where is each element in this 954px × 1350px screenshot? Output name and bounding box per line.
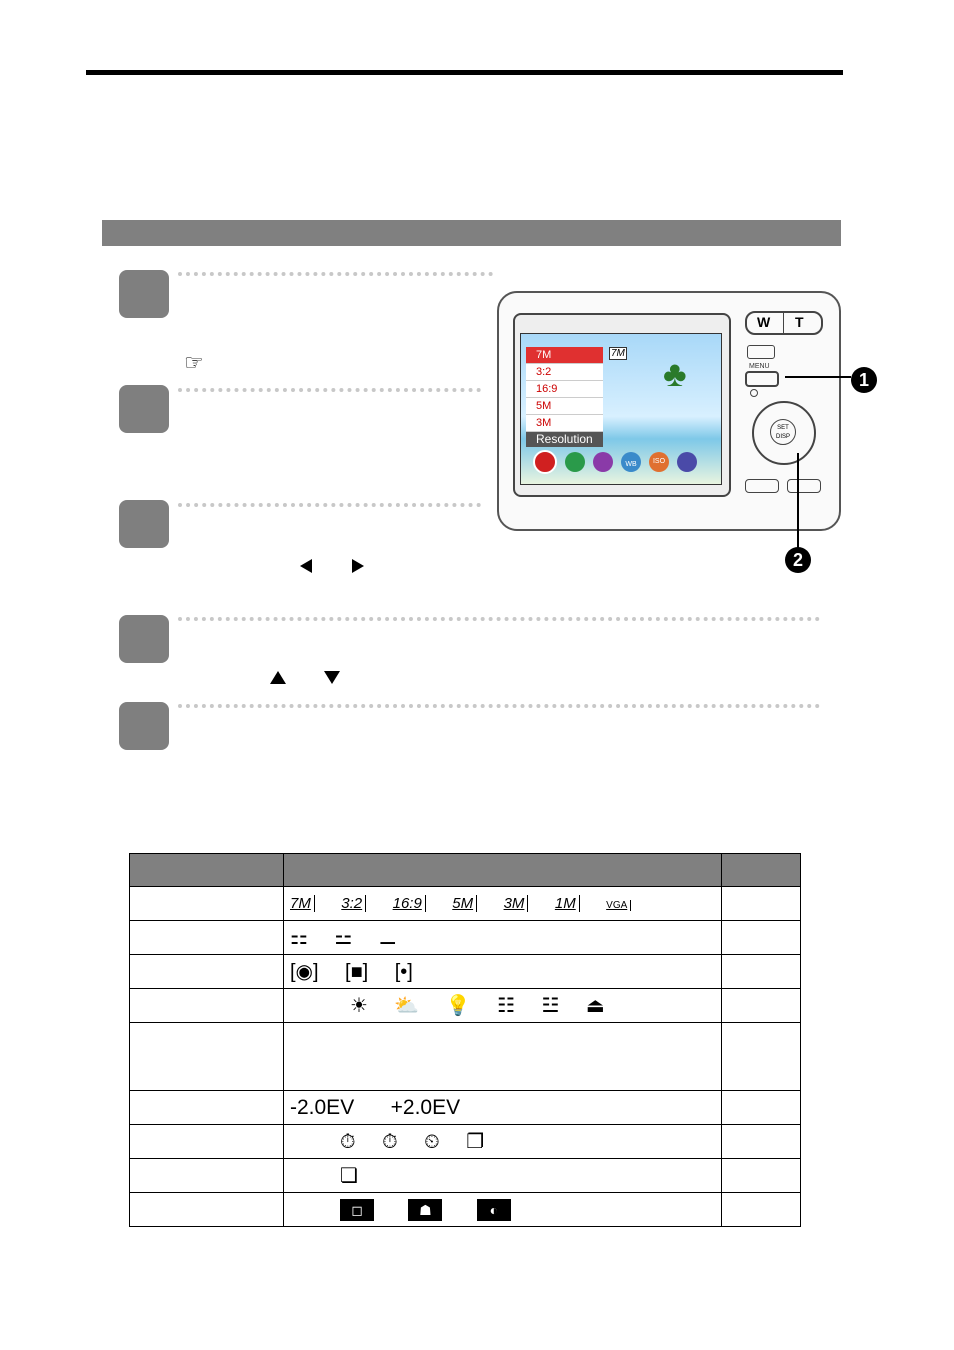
section-heading-bar: [102, 220, 841, 246]
playback-button[interactable]: [747, 345, 775, 359]
ev-max-label: +2.0EV: [390, 1095, 461, 1119]
menu-button-label: MENU: [749, 363, 770, 370]
self-timer-10s-icon: ⏱: [382, 1131, 398, 1153]
table-cell: [130, 1159, 284, 1193]
table-cell: [130, 1193, 284, 1227]
indicator-led: [750, 389, 758, 397]
lcd-menu-item: 3M: [526, 415, 603, 432]
table-cell: [722, 1125, 801, 1159]
top-rule: [86, 70, 843, 75]
function-button-right[interactable]: [787, 479, 821, 493]
table-row: [130, 921, 801, 955]
set-label: SET: [777, 425, 789, 431]
exposure-menu-icon: [677, 452, 697, 472]
custom-wb-icon: ⏏: [585, 995, 605, 1017]
table-row: [130, 887, 801, 921]
double-timer-icon: ⏲: [424, 1131, 440, 1153]
table-cell: [722, 989, 801, 1023]
res-3-2-icon: 3:2: [341, 895, 366, 912]
table-cell: [722, 1193, 801, 1227]
white-balance-menu-icon: WB: [621, 452, 641, 472]
table-row: [130, 1125, 801, 1159]
quality-options: [284, 921, 722, 955]
zoom-divider: [783, 313, 784, 333]
zoom-tele-label: T: [795, 314, 804, 330]
aeb-options: [284, 1159, 722, 1193]
res-3m-icon: 3M: [504, 895, 529, 912]
right-arrow-icon: [352, 559, 364, 573]
lcd-menu-item: 5M: [526, 398, 603, 415]
cloudy-icon: ⛅: [394, 995, 420, 1017]
callout-2-line: [797, 453, 799, 548]
table-row: [130, 989, 801, 1023]
lcd-menu-item: 7M: [526, 347, 603, 364]
table-row: [130, 955, 801, 989]
step-2-box: [119, 385, 169, 433]
res-5m-icon: 5M: [452, 895, 477, 912]
down-arrow-icon: [324, 671, 340, 684]
step-3-box: [119, 500, 169, 548]
iso-options: [284, 1023, 722, 1091]
zoom-wide-label: W: [757, 314, 771, 330]
table-header-row: [130, 854, 801, 887]
lcd-menu: [526, 347, 603, 447]
callout-1-line: [785, 376, 851, 378]
step-4-box: [119, 615, 169, 663]
table-cell: [722, 955, 801, 989]
lcd-menu-item: 3:2: [526, 364, 603, 381]
disp-label: DISP: [775, 434, 790, 440]
table-cell: [130, 921, 284, 955]
table-cell: [722, 887, 801, 921]
up-arrow-icon: [270, 671, 286, 684]
step-3-dots: [178, 503, 481, 507]
fluorescent-l-icon: ☳: [541, 995, 560, 1017]
quality-fine-icon: ⚏: [290, 927, 308, 949]
quality-normal-icon: ⚍: [334, 927, 353, 949]
metering-spot-icon: [•]: [394, 961, 413, 983]
ev-min-label: -2.0EV: [290, 1095, 355, 1119]
drive-options: [284, 1125, 722, 1159]
table-row: [130, 1159, 801, 1193]
settings-table: [129, 853, 801, 1227]
metering-center-icon: [◉]: [290, 961, 319, 983]
table-header-cell: [130, 854, 284, 887]
lcd-icon-row: [525, 449, 715, 475]
fluorescent-h-icon: ☷: [497, 995, 516, 1017]
res-1m-icon: 1M: [555, 895, 580, 912]
quality-menu-icon: [565, 452, 585, 472]
step-5-dots: [178, 704, 820, 708]
table-header-cell: [284, 854, 722, 887]
table-cell: [130, 1125, 284, 1159]
function-button-left[interactable]: [745, 479, 779, 493]
four-way-dial[interactable]: [752, 401, 816, 465]
quality-economy-icon: ⚊: [378, 927, 397, 949]
palm-tree-icon: ♣: [663, 353, 687, 394]
step-1-dots: [178, 272, 493, 276]
pointing-hand-icon: ☞: [184, 350, 204, 375]
table-header-cell: [722, 854, 801, 887]
step-2-dots: [178, 388, 481, 392]
step-5-box: [119, 702, 169, 750]
table-cell: [130, 887, 284, 921]
table-cell: [130, 1091, 284, 1125]
res-vga-icon: VGA: [606, 900, 631, 911]
table-cell: [722, 1023, 801, 1091]
resolution-options: [284, 887, 722, 921]
frame-vignette-icon: ◐: [477, 1199, 511, 1221]
table-cell: [722, 1159, 801, 1193]
tungsten-icon: 💡: [445, 995, 471, 1017]
callout-1-marker: 1: [851, 367, 877, 393]
resolution-badge: 7M: [611, 348, 625, 359]
burst-icon: ❐: [466, 1131, 485, 1153]
resolution-menu-icon: [533, 450, 557, 474]
lcd-menu-item: 16:9: [526, 381, 603, 398]
step-1-box: [119, 270, 169, 318]
frame-plain-icon: ◻: [340, 1199, 374, 1221]
daylight-icon: ☀: [350, 995, 368, 1017]
metering-menu-icon: [593, 452, 613, 472]
table-row: [130, 1091, 801, 1125]
menu-button[interactable]: [745, 371, 779, 387]
frame-portrait-icon: ☗: [408, 1199, 442, 1221]
frame-options: [284, 1193, 722, 1227]
aeb-icon: ❏: [340, 1165, 358, 1187]
table-row: [130, 1023, 801, 1091]
step-4-dots: [178, 617, 820, 621]
camera-illustration: [487, 283, 879, 575]
set-disp-button[interactable]: [770, 419, 796, 445]
iso-menu-icon: ISO: [649, 452, 669, 472]
table-cell: [130, 989, 284, 1023]
left-arrow-icon: [300, 559, 312, 573]
lcd-menu-title: Resolution: [526, 432, 603, 447]
table-cell: [130, 955, 284, 989]
white-balance-options: [284, 989, 722, 1023]
table-cell: [722, 921, 801, 955]
callout-2-marker: 2: [785, 547, 811, 573]
res-16-9-icon: 16:9: [393, 895, 426, 912]
zoom-rocker[interactable]: [745, 311, 823, 335]
exposure-options: [284, 1091, 722, 1125]
metering-options: [284, 955, 722, 989]
table-cell: [130, 1023, 284, 1091]
table-row: [130, 1193, 801, 1227]
self-timer-2s-icon: ⏱: [340, 1131, 356, 1153]
res-7m-icon: 7M: [290, 895, 315, 912]
table-cell: [722, 1091, 801, 1125]
metering-average-icon: [■]: [345, 961, 369, 983]
